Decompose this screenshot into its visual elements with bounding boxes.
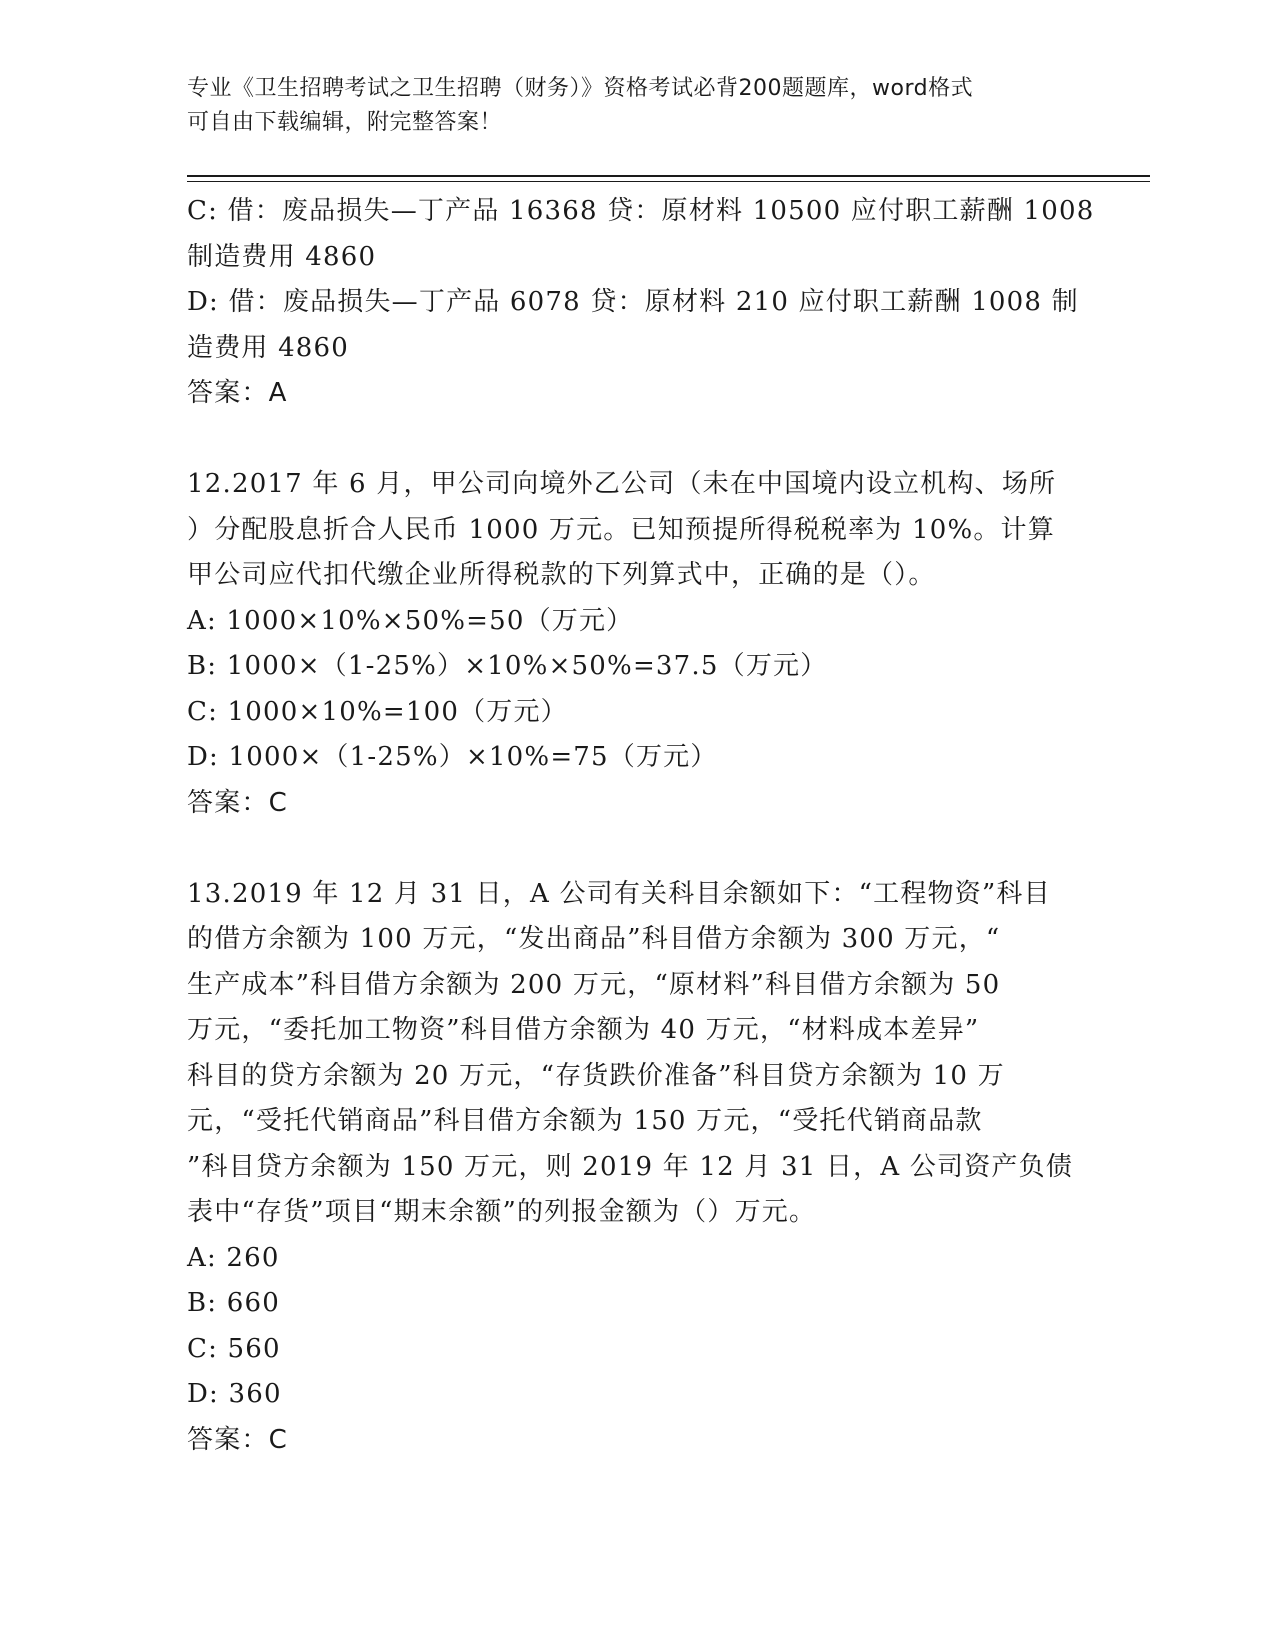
question-stem-line: 12.2017 年 6 月，甲公司向境外乙公司（未在中国境内设立机构、场所 xyxy=(187,469,1057,499)
option-d: D: 360 xyxy=(187,1379,282,1409)
option-d: D: 借：废品损失—丁产品 6078 贷：原材料 210 应付职工薪酬 1008 制 xyxy=(187,287,1079,317)
question-12 xyxy=(187,462,1087,826)
question-stem-line: 科目的贷方余额为 20 万元，“存货跌价准备”科目贷方余额为 10 万 xyxy=(187,1060,1005,1091)
question-stem-line: 万元，“委托加工物资”科目借方余额为 40 万元，“材料成本差异” xyxy=(187,1015,980,1045)
question-spacer xyxy=(187,417,1087,463)
option-a: A: 1000×10%×50%=50（万元） xyxy=(187,605,634,636)
option-d: D: 1000×（1-25%）×10%=75（万元） xyxy=(187,742,718,772)
question-stem-line: ）分配股息折合人民币 1000 万元。已知预提所得税税率为 10%。计算 xyxy=(187,514,1055,545)
question-stem-line: 表中“存货”项目“期末余额”的列报金额为（）万元。 xyxy=(187,1197,817,1227)
question-stem-line: 的借方余额为 100 万元，“发出商品”科目借方余额为 300 万元，“ xyxy=(187,924,1001,954)
answer-line: 答案：C xyxy=(187,1424,288,1455)
option-a: A: 260 xyxy=(187,1242,280,1273)
header-divider-thick xyxy=(187,175,1150,177)
header-title-line-1: 专业《卫生招聘考试之卫生招聘（财务）》资格考试必背200题题库，word格式 xyxy=(187,76,974,101)
question-stem-line: 甲公司应代扣代缴企业所得税款的下列算式中，正确的是（）。 xyxy=(187,560,936,590)
header-title-line-2: 可自由下载编辑，附完整答案！ xyxy=(187,110,503,135)
question-stem-line: ”科目贷方余额为 150 万元，则 2019 年 12 月 31 日，A 公司资产负债 xyxy=(187,1151,1074,1182)
question-stem-line: 元，“受托代销商品”科目借方余额为 150 万元，“受托代销商品款 xyxy=(187,1106,983,1136)
option-c: C: 560 xyxy=(187,1333,281,1364)
option-c: C: 1000×10%=100（万元） xyxy=(187,696,568,727)
header-divider-thin xyxy=(187,181,1150,182)
option-c: C: 借：废品损失—丁产品 16368 贷：原材料 10500 应付职工薪酬 1008 xyxy=(187,196,1095,226)
question-spacer xyxy=(187,826,1087,872)
option-b: B: 660 xyxy=(187,1288,280,1318)
question-13 xyxy=(187,872,1087,1464)
answer-line: 答案：A xyxy=(187,378,288,408)
question-stem-line: 生产成本”科目借方余额为 200 万元，“原材料”科目借方余额为 50 xyxy=(187,969,1001,1000)
question-stem-line: 13.2019 年 12 月 31 日，A 公司有关科目余额如下：“工程物资”科目 xyxy=(187,878,1051,909)
question-content xyxy=(187,189,1095,1463)
question-11-continued xyxy=(187,189,1095,417)
answer-line: 答案：C xyxy=(187,787,288,818)
option-b: B: 1000×（1-25%）×10%×50%=37.5（万元） xyxy=(187,651,828,681)
option-d-continued: 造费用 4860 xyxy=(187,332,350,363)
option-c-continued: 制造费用 4860 xyxy=(187,241,377,272)
document-header xyxy=(187,72,1067,140)
